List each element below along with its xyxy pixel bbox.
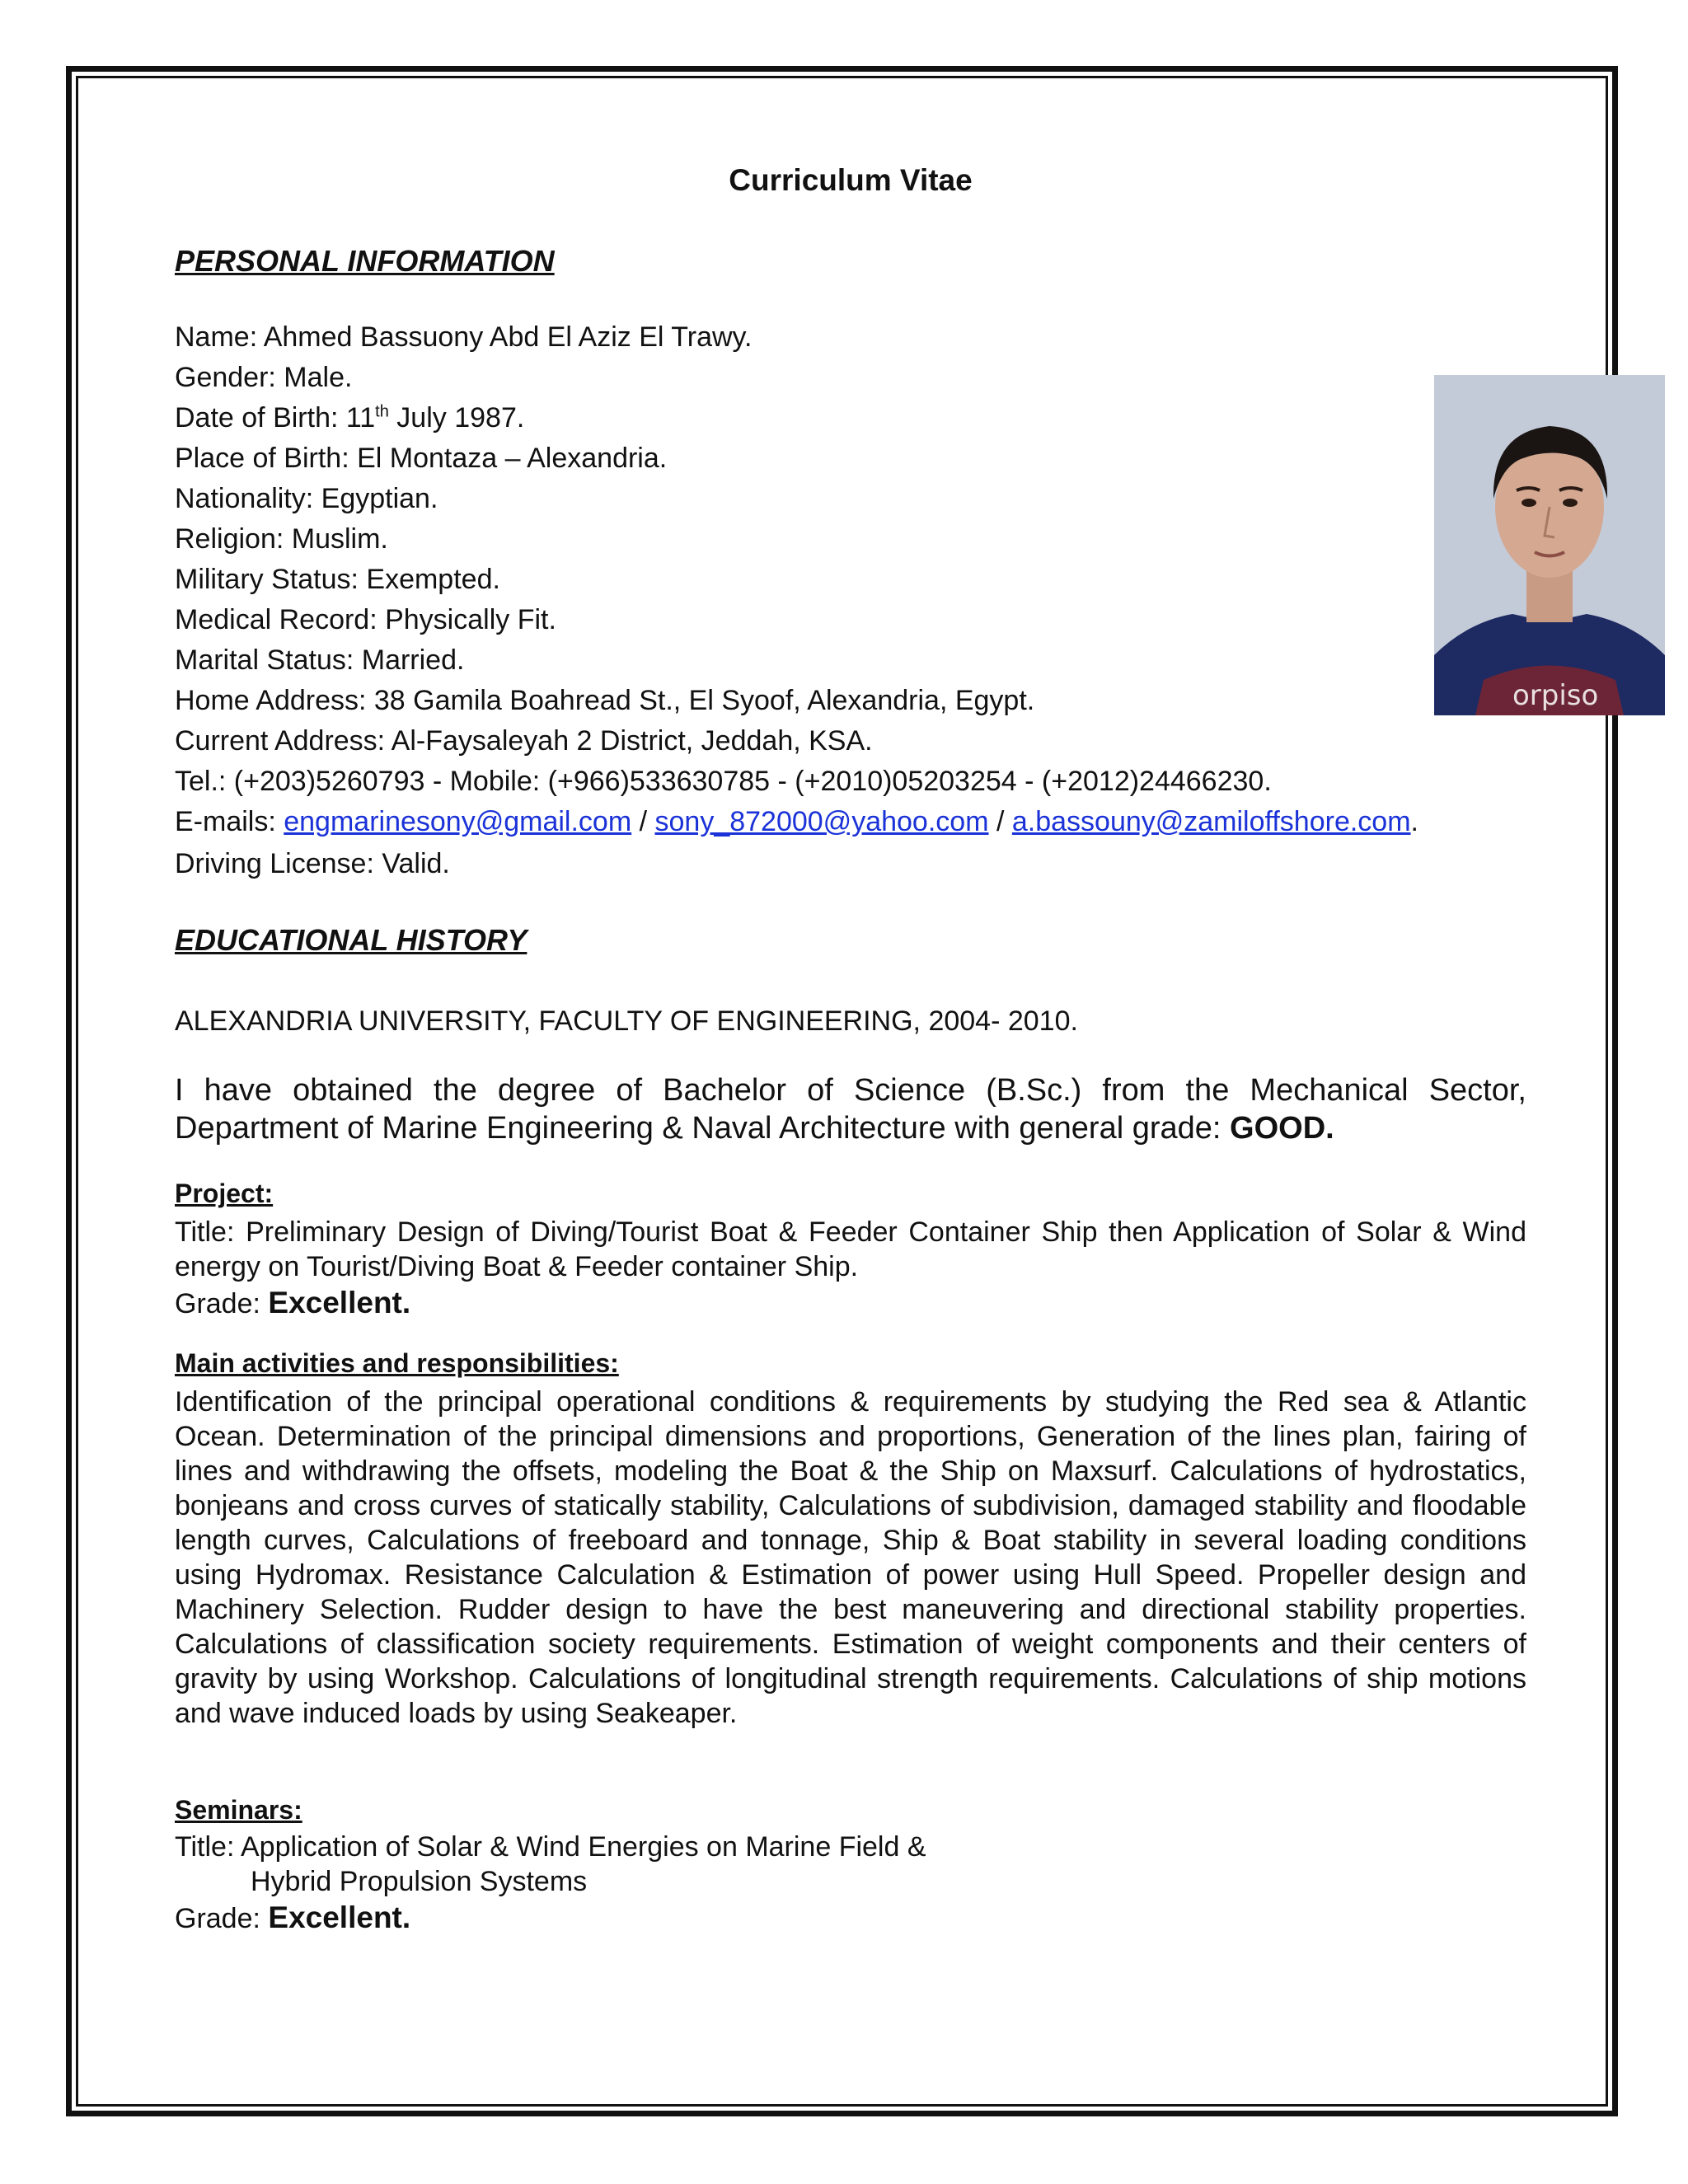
military-line: Military Status: Exempted.: [175, 564, 500, 595]
personal-info-heading: PERSONAL INFORMATION: [175, 244, 555, 278]
degree-text: I have obtained the degree of Bachelor of Science (B.Sc.) from the Mechanical Sector, Department of Marine Engineering & Naval Architecture with general grade:: [175, 1073, 1526, 1146]
emails-label: E-mails:: [175, 806, 284, 837]
page-title: Curriculum Vitae: [729, 163, 973, 197]
education-heading: EDUCATIONAL HISTORY: [175, 923, 528, 957]
email-link-gmail[interactable]: engmarinesony@gmail.com: [284, 806, 632, 837]
pob-line: Place of Birth: El Montaza – Alexandria.: [175, 443, 668, 474]
gender-line: Gender: Male.: [175, 362, 353, 393]
dob-prefix: Date of Birth: 11: [175, 402, 376, 434]
medical-line: Medical Record: Physically Fit.: [175, 604, 556, 635]
nationality-line: Nationality: Egyptian.: [175, 483, 438, 514]
email-link-yahoo[interactable]: sony_872000@yahoo.com: [654, 806, 989, 837]
seminars-heading: Seminars:: [175, 1795, 302, 1825]
email-link-zamil[interactable]: a.bassouny@zamiloffshore.com: [1011, 806, 1411, 837]
home-address-line: Home Address: 38 Gamila Boahread St., El Syoof, Alexandria, Egypt.: [175, 685, 1035, 716]
profile-photo: [1434, 375, 1665, 715]
project-grade-label: Grade:: [175, 1288, 269, 1319]
dob-suffix: July 1987.: [388, 402, 525, 434]
project-title: Title: Preliminary Design of Diving/Tourist Boat & Feeder Container Ship then Application of Solar & Wind energy on Tourist/Diving Boat & Feeder container Ship.: [175, 1216, 1526, 1282]
emails-end: .: [1410, 806, 1418, 837]
project-grade: Excellent.: [268, 1286, 411, 1319]
email-separator: /: [988, 806, 1012, 837]
seminar-grade: Excellent.: [268, 1900, 411, 1934]
degree-paragraph: [175, 1071, 1526, 1147]
email-separator: /: [631, 806, 655, 837]
marital-line: Marital Status: Married.: [175, 644, 465, 676]
project-heading: Project:: [175, 1179, 274, 1208]
tel-line: Tel.: (+203)5260793 - Mobile: (+966)533630785 - (+2010)05203254 - (+2012)24466230.: [175, 766, 1272, 797]
name-line: Name: Ahmed Bassuony Abd El Aziz El Trawy.: [175, 321, 753, 353]
activities-paragraph: Identification of the principal operational conditions & requirements by studying the Red sea & Atlantic Ocean. Determination of the principal dimensions and proportions, Generation of the lines plan, fairing of lines and withdrawing the offsets, modeling the Boat & the Ship on Maxsurf. Calculations of hydrostatics, bonjeans and cross curves of statically stability, Calculations of subdivision, damaged stability and floodable length curves, Calculations of freeboard and tonnage, Ship & Boat stability in several loading conditions using Hydromax. Resistance Calculation & Estimation of power using Hull Speed. Propeller design and Machinery Selection. Rudder design to have the best maneuvering and directional stability properties. Calculations of classification society requirements. Estimation of weight components and their centers of gravity by using Workshop. Calculations of longitudinal strength requirements. Calculations of ship motions and wave induced loads by using Seakeaper.: [175, 1386, 1526, 1729]
driving-line: Driving License: Valid.: [175, 848, 450, 879]
seminar-title-line-1: Title: Application of Solar & Wind Energies on Marine Field &: [175, 1831, 926, 1863]
portrait-image: [1434, 375, 1665, 715]
seminar-title-line-2: Hybrid Propulsion Systems: [251, 1866, 588, 1897]
degree-grade: GOOD.: [1230, 1111, 1334, 1146]
emails-line: [175, 806, 1418, 838]
university-line: ALEXANDRIA UNIVERSITY, FACULTY OF ENGINEERING, 2004- 2010.: [175, 1005, 1078, 1037]
seminar-grade-label: Grade:: [175, 1903, 269, 1934]
dob-line: [175, 402, 524, 434]
activities-heading: Main activities and responsibilities:: [175, 1348, 619, 1378]
current-address-line: Current Address: Al-Faysaleyah 2 District, Jeddah, KSA.: [175, 725, 873, 757]
seminar-grade-line: [175, 1900, 410, 1935]
shirt-print-text: orpiso: [1512, 679, 1599, 712]
religion-line: Religion: Muslim.: [175, 523, 388, 555]
project-grade-line: [175, 1286, 410, 1320]
dob-superscript: th: [375, 402, 389, 421]
